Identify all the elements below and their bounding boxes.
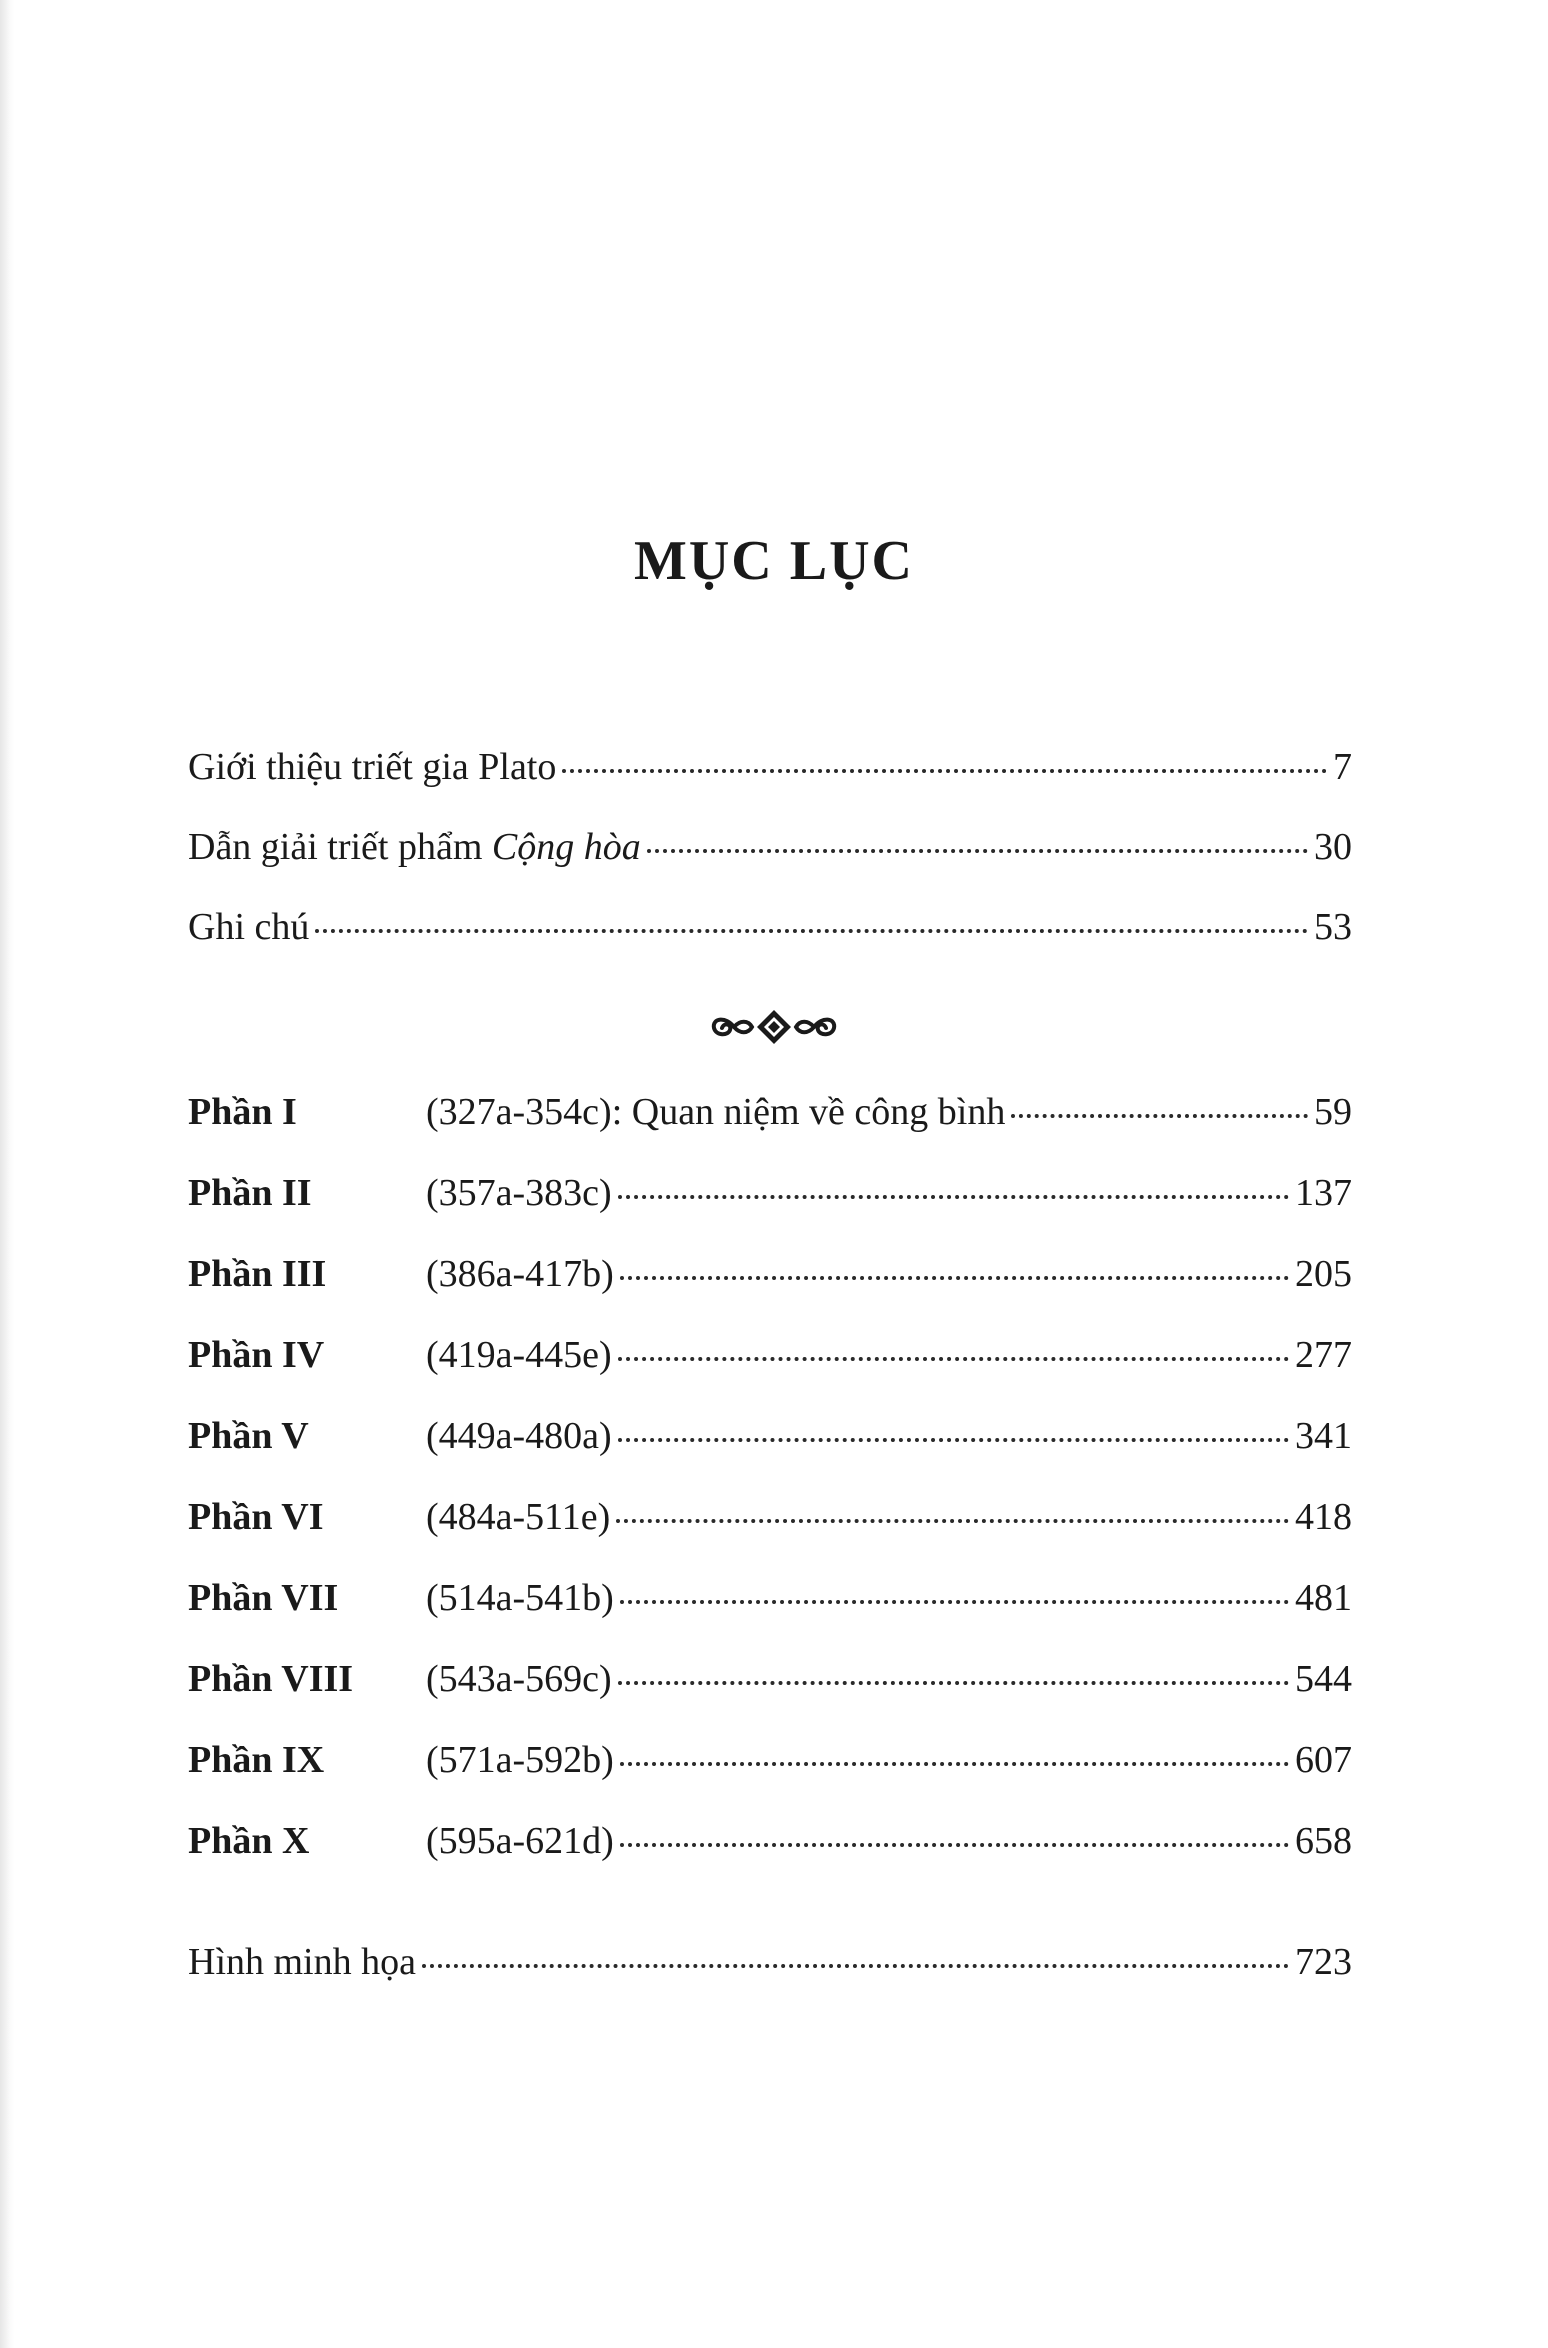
- toc-part-3[interactable]: [188, 1244, 1352, 1304]
- toc-entry-label-text: Dẫn giải triết phẩm: [188, 826, 492, 868]
- page-edge-shadow: [0, 0, 14, 2348]
- toc-entry-page: 7: [1333, 746, 1352, 788]
- dot-leader: [616, 1519, 1289, 1523]
- part-range: (386a-417b): [426, 1253, 614, 1295]
- toc-part-6[interactable]: [188, 1487, 1352, 1547]
- dot-leader: [647, 849, 1308, 853]
- part-range: (571a-592b): [426, 1739, 614, 1781]
- part-page: 341: [1295, 1415, 1352, 1457]
- toc-entry-label: Giới thiệu triết gia Plato: [188, 746, 557, 788]
- part-range: (595a-621d): [426, 1820, 614, 1862]
- dot-leader: [618, 1681, 1289, 1685]
- toc-entry-commentary[interactable]: [188, 817, 1352, 877]
- part-page: 481: [1295, 1577, 1352, 1619]
- part-name: Phần III: [188, 1253, 327, 1295]
- toc-entry-page: 723: [1295, 1941, 1352, 1983]
- part-page: 544: [1295, 1658, 1352, 1700]
- toc-part-7[interactable]: [188, 1568, 1352, 1628]
- dot-leader: [315, 929, 1308, 933]
- divider-ornament-icon: [704, 1002, 844, 1052]
- part-page: 277: [1295, 1334, 1352, 1376]
- part-page: 607: [1295, 1739, 1352, 1781]
- toc-part-10[interactable]: [188, 1811, 1352, 1871]
- toc-entry-page: 30: [1314, 826, 1352, 868]
- part-name: Phần IV: [188, 1334, 325, 1376]
- part-range: (327a-354c): Quan niệm về công bình: [426, 1091, 1006, 1133]
- part-name: Phần IX: [188, 1739, 325, 1781]
- toc-part-9[interactable]: [188, 1730, 1352, 1790]
- part-name: Phần I: [188, 1091, 297, 1133]
- dot-leader: [620, 1762, 1289, 1766]
- toc-part-2[interactable]: [188, 1163, 1352, 1223]
- part-name: Phần V: [188, 1415, 309, 1457]
- toc-entry-illustrations[interactable]: [188, 1932, 1352, 1992]
- part-name: Phần VIII: [188, 1658, 354, 1700]
- part-name: Phần II: [188, 1172, 312, 1214]
- toc-entry-intro[interactable]: [188, 737, 1352, 797]
- part-page: 205: [1295, 1253, 1352, 1295]
- dot-leader: [562, 769, 1327, 773]
- part-page: 418: [1295, 1496, 1352, 1538]
- toc-entry-label: [188, 817, 641, 877]
- part-range: (543a-569c): [426, 1658, 612, 1700]
- toc-entry-page: 53: [1314, 906, 1352, 948]
- part-page: 137: [1295, 1172, 1352, 1214]
- dot-leader: [618, 1195, 1289, 1199]
- toc-part-5[interactable]: [188, 1406, 1352, 1466]
- toc-part-8[interactable]: [188, 1649, 1352, 1709]
- toc-part-1[interactable]: [188, 1082, 1352, 1142]
- dot-leader: [620, 1600, 1289, 1604]
- page-title: MỤC LỤC: [634, 529, 914, 592]
- dot-leader: [1011, 1114, 1308, 1118]
- toc-entry-notes[interactable]: [188, 897, 1352, 957]
- dot-leader: [618, 1438, 1289, 1442]
- part-name: Phần X: [188, 1820, 310, 1862]
- part-range: (419a-445e): [426, 1334, 612, 1376]
- part-range: (514a-541b): [426, 1577, 614, 1619]
- dot-leader: [422, 1964, 1289, 1968]
- part-page: 59: [1314, 1091, 1352, 1133]
- part-page: 658: [1295, 1820, 1352, 1862]
- dot-leader: [620, 1276, 1289, 1280]
- dot-leader: [618, 1357, 1289, 1361]
- toc-part-4[interactable]: [188, 1325, 1352, 1385]
- part-range: (484a-511e): [426, 1496, 611, 1538]
- toc-entry-label-italic: Cộng hòa: [491, 826, 641, 868]
- part-range: (357a-383c): [426, 1172, 612, 1214]
- part-name: Phần VI: [188, 1496, 324, 1538]
- part-name: Phần VII: [188, 1577, 339, 1619]
- toc-entry-label: Hình minh họa: [188, 1941, 416, 1983]
- toc-entry-label: Ghi chú: [188, 906, 310, 948]
- dot-leader: [620, 1843, 1289, 1847]
- part-range: (449a-480a): [426, 1415, 612, 1457]
